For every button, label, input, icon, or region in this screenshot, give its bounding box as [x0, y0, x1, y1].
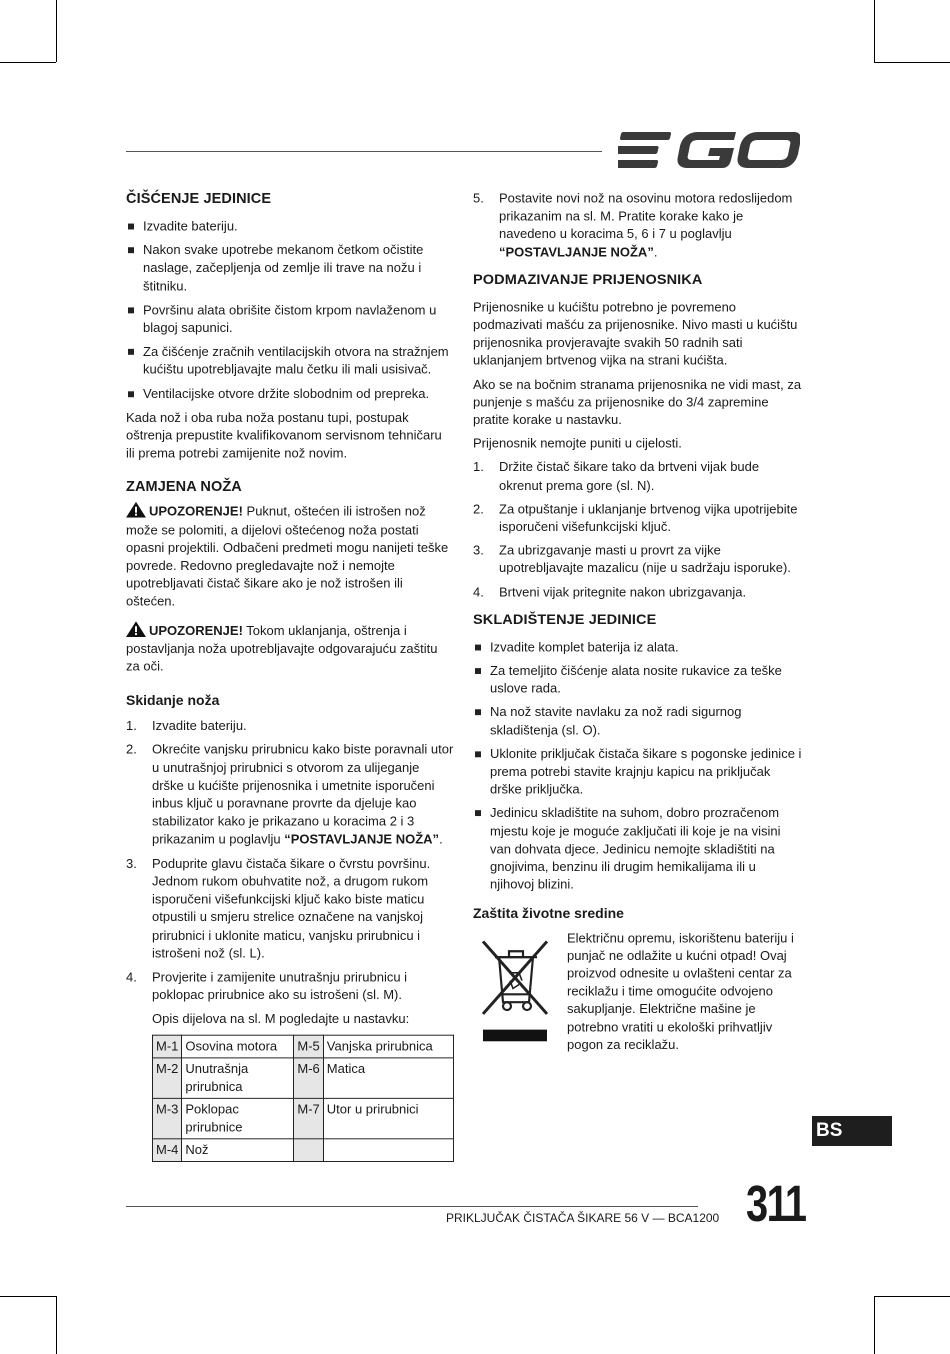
- left-column: [126, 190, 454, 1162]
- list-item: 2. Okrećite vanjsku prirubnicu kako biste poravnali utor u unutrašnjoj prirubnici s otvorom za ulijeganje drške u kućište prijenosnika i umetnite isporučeni inbus ključ u poravnane provrte da djeluje kao stabilizator kako je prikazano u koracima 2 i 3 prikazanim u poglavlju “POSTAVLJANJE NOŽA”.: [126, 742, 454, 847]
- environment-text: Električnu opremu, iskorištenu bateriju i punjač ne odlažite u kućni otpad! Ovaj proizvod odnesite u ovlašteni centar za reciklažu i time omogućite odvojeno sakupljanje. Električne mašine je potrebno vratiti u ekološki prihvatljiv pogon za reciklažu.: [567, 930, 794, 1052]
- footer-rule: [126, 1206, 698, 1207]
- gear-steps: [473, 459, 802, 601]
- parts-intro: Opis dijelova na sl. M pogledajte u nastavku:: [152, 1011, 410, 1027]
- storage-list: [473, 639, 802, 894]
- subsection-title-environment: Zaštita životne sredine: [473, 904, 624, 921]
- list-item: 1. Izvadite bateriju.: [126, 718, 247, 734]
- warning-paragraph: [126, 502, 454, 611]
- list-item: Za čišćenje zračnih ventilacijskih otvora na stražnjem kućištu upotrebljavajte malu četku ili mali usisivač.: [126, 343, 454, 379]
- ego-logo: [618, 130, 800, 170]
- table-row: M-4 Nož: [153, 1138, 454, 1161]
- footer-title: PRIKLJUČAK ČISTAČA ŠIKARE 56 V — BCA1200: [446, 1211, 720, 1225]
- gear-paragraph: Ako se na bočnim stranama prijenosnika ne vidi mast, za punjenje s mašću za prijenosnike do 3/4 zapremine pratite korake u nastavku.: [473, 376, 802, 428]
- language-tab: BS: [812, 1116, 892, 1146]
- warning-label: UPOZORENJE!: [149, 622, 243, 638]
- crop-mark: [56, 1296, 57, 1354]
- warning-icon: [126, 502, 146, 518]
- list-item: 2. Za otpuštanje i uklanjanje brtvenog vijka upotrijebite isporučeni višefunkcijski ključ.: [473, 501, 798, 534]
- right-column: [473, 190, 802, 1060]
- weee-icon-wrap: [473, 929, 567, 1060]
- crop-mark: [0, 62, 56, 63]
- table-row: M-3 Poklopac prirubnice M-7 Utor u prirubnici: [153, 1098, 454, 1138]
- page-number: 311: [746, 1175, 806, 1232]
- table-row: M-1 Osovina motora M-5 Vanjska prirubnica: [153, 1035, 454, 1058]
- list-item: Nakon svake upotrebe mekanom četkom očistite naslage, začepljenja od zemlje ili trave na nožu i štitniku.: [126, 242, 454, 296]
- crop-mark: [56, 0, 57, 62]
- crop-mark: [874, 1296, 950, 1297]
- list-item: Ventilacijske otvore držite slobodnim od prepreka.: [126, 385, 454, 403]
- table-row: M-2 Unutrašnja prirubnica M-6 Matica: [153, 1057, 454, 1097]
- list-item: Uklonite priključak čistača šikare s pogonske jedinice i prema potrebi stavite krajnju kapicu na priključak drške priključka.: [473, 745, 802, 799]
- list-item: 5. Postavite novi nož na osovinu motora redoslijedom prikazanim na sl. M. Pratite korake kako je navedeno u koracima 5, 6 i 7 u poglavlju “POSTAVLJANJE NOŽA”.: [473, 190, 793, 260]
- crop-mark: [874, 62, 950, 63]
- list-item: 3. Za ubrizgavanje masti u provrt za vijke upotrebljavajte mazalicu (nije u sadržaju isporuke).: [473, 542, 791, 576]
- crossed-bin-icon: [477, 933, 553, 1041]
- install-step: [473, 190, 802, 261]
- section-title-cleaning: ČIŠĆENJE JEDINICE: [126, 190, 272, 207]
- warning-text: Puknut, oštećen ili istrošen nož može se polomiti, a dijelovi oštećenog noža postati opasni projektili. Odbačeni predmeti mogu nanijeti teške povrede. Redovno pregledavajte nož i nemojte upotrebljavati čistač šikare ako je nož istrošen ili oštećen.: [126, 504, 449, 609]
- list-item: 1. Držite čistač šikare tako da brtveni vijak bude okrenut prema gore (sl. N).: [473, 459, 760, 493]
- parts-table: [152, 1034, 454, 1161]
- warning-icon: [126, 621, 146, 637]
- warning-text: Tokom uklanjanja, oštrenja i postavljanja noža upotrebljavajte odgovarajuću zaštitu za oči.: [126, 622, 438, 674]
- gear-paragraph: Prijenosnike u kućištu potrebno je povremeno podmazivati mašću za prijenosnike. Nivo masti u kućištu prijenosnika provjeravajte svakih 50 radnih sati uklanjanjem brtvenog vijka na strani kućišta.: [473, 299, 798, 368]
- crop-mark: [874, 1296, 875, 1354]
- list-item: Na nož stavite navlaku za nož radi sigurnog skladištenja (sl. O).: [473, 704, 802, 740]
- crop-mark: [874, 0, 875, 62]
- environment-block: [473, 929, 802, 1060]
- crop-mark: [0, 1296, 56, 1297]
- warning-label: UPOZORENJE!: [149, 504, 243, 520]
- warning-paragraph: [126, 621, 454, 676]
- list-item: 4. Provjerite i zamijenite unutrašnju prirubnicu i poklopac prirubnice ako su istrošeni (sl. M).: [126, 969, 408, 1003]
- header-rule: [126, 151, 602, 152]
- list-item: Izvadite bateriju.: [126, 218, 454, 236]
- section-title-replace: ZAMJENA NOŽA: [126, 479, 242, 496]
- cleaning-list: [126, 218, 454, 403]
- subsection-title-removal: Skidanje noža: [126, 692, 220, 709]
- cleaning-paragraph: Kada nož i oba ruba noža postanu tupi, postupak oštrenja prepustite kvalifikovanom servisnom tehničaru ili prema potrebi zamijenite nož novim.: [126, 409, 442, 461]
- list-item: Izvadite komplet baterija iz alata.: [473, 639, 802, 657]
- removal-steps: [126, 717, 454, 1004]
- section-title-gear: PODMAZIVANJE PRIJENOSNIKA: [473, 272, 703, 288]
- list-item: Površinu alata obrišite čistom krpom navlaženom u blagoj sapunici.: [126, 301, 454, 337]
- gear-paragraph: Prijenosnik nemojte puniti u cijelosti.: [473, 436, 682, 451]
- list-item: Za temeljito čišćenje alata nosite rukavice za teške uslove rada.: [473, 662, 802, 698]
- section-title-storage: SKLADIŠTENJE JEDINICE: [473, 612, 657, 628]
- list-item: Jedinicu skladištite na suhom, dobro prozračenom mjestu koje je moguće zaključati ili koje je na visini van dohvata djece. Jedinicu nemojte skladištiti na gnojivima, benzinu ili drugim hemikalijama ili u njihovoj blizini.: [473, 805, 802, 894]
- list-item: 4. Brtveni vijak pritegnite nakon ubrizgavanja.: [473, 584, 747, 600]
- list-item: 3. Poduprite glavu čistača šikare o čvrstu površinu. Jednom rukom obuhvatite nož, a drugom rukom isporučeni višefunkcijski ključ kako biste maticu otpustili u smjeru strelice označene na vanjskoj prirubnici i uklonite maticu, vanjsku prirubnicu i istrošeni nož (sl. L).: [126, 855, 431, 961]
